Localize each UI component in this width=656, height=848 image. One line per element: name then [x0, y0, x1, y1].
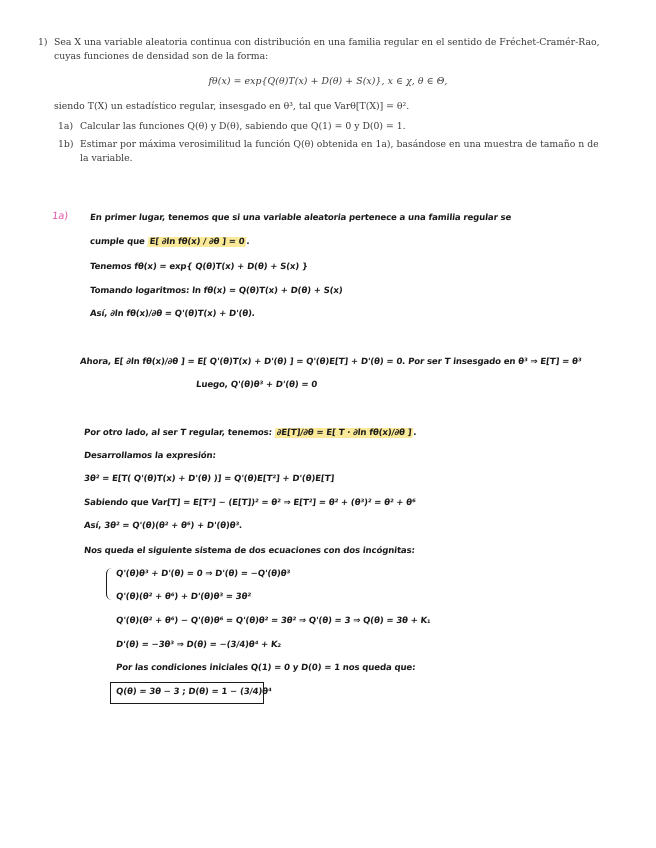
- problem-text: Sea X una variable aleatoria continua con distribución en una familia regular en el sentido de Fréchet-Cramér-Rao, cuyas funciones de densidad son de la forma:: [54, 37, 600, 62]
- system-equation: Q'(θ)θ³ + D'(θ) = 0 ⇒ D'(θ) = −Q'(θ)θ³: [115, 569, 291, 579]
- system-brace: [106, 568, 113, 600]
- handwritten-line: Así, ∂ln fθ(x)/∂θ = Q'(θ)T(x) + D'(θ).: [89, 309, 256, 319]
- problem-number: 1): [38, 37, 48, 48]
- handwritten-line: Tomando logaritmos: ln fθ(x) = Q(θ)T(x) + D(θ) + S(x): [89, 286, 344, 296]
- item-text: Estimar por máxima verosimilitud la función Q(θ) obtenida en 1a), basándose en una muestra de tamaño n de la variable.: [80, 139, 599, 164]
- item-label: 1a): [58, 121, 74, 132]
- handwritten-line: D'(θ) = −3θ³ ⇒ D(θ) = −(3/4)θ⁴ + K₂: [115, 640, 282, 650]
- problem-statement: [38, 36, 608, 166]
- handwritten-line: Luego, Q'(θ)θ³ + D'(θ) = 0: [195, 380, 318, 390]
- item-label: 1b): [58, 139, 74, 150]
- item-1b: [58, 138, 608, 166]
- system-equation: Q'(θ)(θ² + θ⁶) + D'(θ)θ³ = 3θ²: [115, 592, 252, 602]
- density-formula: fθ(x) = exp{Q(θ)T(x) + D(θ) + S(x)}, x ∈ χ, θ ∈ Θ,: [208, 76, 448, 87]
- handwritten-line: Desarrollamos la expresión:: [83, 451, 217, 461]
- final-result: Q(θ) = 3θ − 3 ; D(θ) = 1 − (3/4)θ⁴: [115, 687, 273, 697]
- solution-label: 1a): [51, 211, 69, 222]
- handwritten-line: Tenemos fθ(x) = exp{ Q(θ)T(x) + D(θ) + S(x) }: [89, 262, 309, 272]
- handwritten-line: Por otro lado, al ser T regular, tenemos: ∂E[T]/∂θ = E[ T · ∂ln fθ(x)/∂θ ].: [83, 428, 418, 438]
- handwritten-line: Nos queda el siguiente sistema de dos ecuaciones con dos incógnitas:: [83, 546, 416, 556]
- handwritten-line: En primer lugar, tenemos que si una variable aleatoria pertenece a una familia regular se: [89, 213, 512, 223]
- highlighted-expression: E[ ∂ln fθ(x) / ∂θ ] = 0: [149, 237, 245, 247]
- highlighted-expression: ∂E[T]/∂θ = E[ T · ∂ln fθ(x)/∂θ ]: [276, 428, 412, 438]
- handwritten-line: Ahora, E[ ∂ln fθ(x)/∂θ ] = E[ Q'(θ)T(x) + D'(θ) ] = Q'(θ)E[T] + D'(θ) = 0. Por ser T insesgado en θ³ ⇒ E[T] = θ³: [79, 357, 582, 367]
- handwritten-line: Sabiendo que Var[T] = E[T²] − (E[T])² = θ² ⇒ E[T²] = θ² + (θ³)² = θ² + θ⁶: [83, 498, 417, 508]
- handwritten-line: cumple que E[ ∂ln fθ(x) / ∂θ ] = 0.: [89, 237, 251, 247]
- item-text: Calcular las funciones Q(θ) y D(θ), sabiendo que Q(1) = 0 y D(0) = 1.: [80, 121, 406, 132]
- handwritten-line: Así, 3θ² = Q'(θ)(θ² + θ⁶) + D'(θ)θ³.: [83, 521, 243, 531]
- handwritten-line: Por las condiciones iniciales Q(1) = 0 y D(0) = 1 nos queda que:: [115, 663, 416, 673]
- statistic-condition: siendo T(X) un estadístico regular, insesgado en θ³, tal que Varθ[T(X)] = θ².: [54, 101, 410, 112]
- item-1a: [58, 120, 608, 134]
- handwritten-line: 3θ² = E[T( Q'(θ)T(x) + D'(θ) )] = Q'(θ)E[T²] + D'(θ)E[T]: [83, 474, 335, 484]
- handwritten-line: Q'(θ)(θ² + θ⁶) − Q'(θ)θ⁶ = Q'(θ)θ² = 3θ² ⇒ Q'(θ) = 3 ⇒ Q(θ) = 3θ + K₁: [115, 616, 432, 626]
